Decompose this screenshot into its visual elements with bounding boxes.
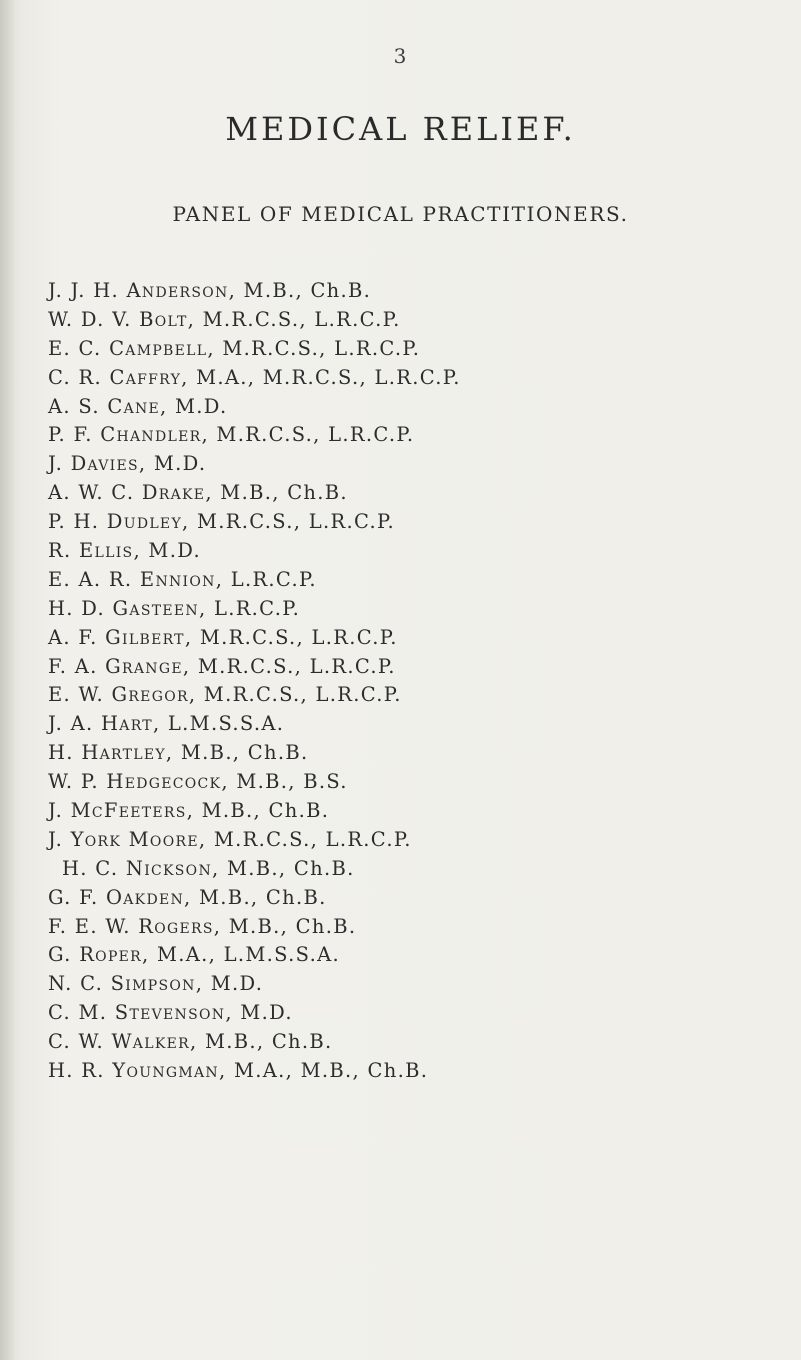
practitioner-surname: Gregor — [111, 683, 189, 707]
practitioner-entry — [48, 826, 768, 855]
practitioner-surname: Anderson — [126, 279, 229, 302]
practitioner-initials: R. — [48, 539, 72, 563]
practitioner-qualifications: , M.B., Ch.B. — [184, 885, 327, 909]
practitioner-initials: E. W. — [48, 683, 104, 707]
practitioner-initials: F. E. W. — [48, 914, 131, 938]
practitioner-qualifications: , M.A., M.R.C.S., L.R.C.P. — [181, 365, 461, 389]
practitioner-initials: H. C. — [62, 856, 119, 880]
practitioner-entry — [48, 566, 768, 595]
practitioner-initials: J. — [48, 452, 64, 476]
practitioner-entry — [48, 306, 768, 335]
practitioner-initials: A. F. — [48, 625, 98, 649]
practitioner-entry — [48, 1028, 768, 1057]
practitioner-initials: N. C. — [48, 972, 104, 996]
practitioner-qualifications: , L.M.S.S.A. — [152, 712, 285, 736]
practitioner-qualifications: , M.R.C.S., L.R.C.P. — [201, 423, 415, 447]
practitioner-surname: Davies — [70, 452, 139, 476]
practitioner-qualifications: , M.B., Ch.B. — [205, 481, 348, 505]
practitioner-entry — [48, 595, 768, 624]
practitioner-surname: Nickson — [125, 856, 213, 880]
practitioner-qualifications: , M.D. — [195, 972, 264, 996]
practitioner-entry — [48, 768, 768, 797]
practitioner-surname: York Moore — [70, 827, 199, 851]
practitioner-initials: H. D. — [48, 596, 106, 620]
practitioner-initials: E. C. — [48, 336, 102, 360]
practitioner-entry — [48, 508, 768, 537]
practitioner-entry — [48, 884, 768, 913]
practitioner-entry — [48, 624, 768, 653]
practitioner-initials: P. H. — [48, 510, 100, 534]
practitioner-surname: Stevenson — [114, 1001, 226, 1025]
practitioner-surname: Ellis — [78, 539, 134, 563]
practitioner-initials: H. — [48, 741, 74, 765]
practitioner-initials: J. — [48, 827, 64, 851]
practitioner-surname: Grange — [105, 654, 183, 678]
practitioner-surname: Drake — [141, 481, 206, 505]
practitioner-qualifications: , M.D. — [225, 1001, 293, 1025]
practitioner-initials: P. F. — [48, 423, 93, 447]
practitioner-entry — [48, 537, 768, 566]
practitioner-qualifications: , M.B., Ch.B. — [186, 799, 330, 823]
practitioner-qualifications: , M.B., Ch.B. — [212, 856, 355, 880]
practitioner-initials: F. A. — [48, 654, 98, 678]
practitioner-entry — [48, 364, 768, 393]
practitioner-entry — [48, 393, 768, 422]
practitioner-entry — [48, 970, 768, 999]
practitioner-initials: G. — [48, 943, 72, 967]
practitioner-entry — [48, 653, 768, 682]
practitioner-surname: McFeeters — [70, 799, 187, 823]
practitioner-entry — [48, 1057, 768, 1086]
practitioner-surname: Cane — [107, 394, 161, 418]
practitioner-qualifications: , M.R.C.S., L.R.C.P. — [207, 336, 421, 360]
practitioner-surname: Hart — [100, 712, 153, 736]
practitioner-qualifications: , M.A., M.B., Ch.B. — [218, 1059, 429, 1083]
practitioner-surname: Gasteen — [112, 596, 199, 620]
practitioner-surname: Simpson — [110, 972, 196, 996]
practitioner-initials: J. J. H. — [48, 279, 120, 302]
practitioner-qualifications: , M.R.C.S., L.R.C.P. — [188, 683, 402, 707]
practitioner-qualifications: , M.B., Ch.B. — [189, 1030, 333, 1054]
practitioner-initials: J. A. — [48, 712, 94, 736]
practitioner-entry — [48, 421, 768, 450]
practitioner-qualifications: , M.D. — [133, 539, 201, 563]
practitioner-initials: J. — [48, 799, 64, 823]
practitioner-initials: G. F. — [48, 885, 99, 909]
practitioner-qualifications: , M.B., Ch.B. — [213, 914, 357, 938]
practitioner-surname: Hartley — [81, 741, 166, 765]
practitioner-initials: W. P. — [48, 770, 99, 794]
practitioner-qualifications: , M.R.C.S., L.R.C.P. — [182, 654, 396, 678]
practitioner-initials: C. W. — [48, 1030, 104, 1054]
practitioner-surname: Campbell — [109, 336, 208, 360]
practitioner-entry — [48, 941, 768, 970]
practitioner-initials: C. R. — [48, 365, 103, 389]
practitioner-entry — [48, 450, 768, 479]
practitioner-surname: Caffry — [109, 365, 182, 389]
practitioner-surname: Chandler — [100, 423, 202, 447]
practitioner-surname: Bolt — [139, 307, 188, 331]
practitioner-qualifications: , M.B., Ch.B. — [165, 741, 309, 765]
practitioner-entry — [48, 797, 768, 826]
practitioner-qualifications: , L.R.C.P. — [215, 567, 317, 591]
practitioner-surname: Gilbert — [105, 625, 185, 649]
practitioner-entry — [48, 739, 768, 768]
practitioner-qualifications: , M.A., L.M.S.S.A. — [142, 943, 340, 967]
practitioner-entry — [48, 710, 768, 739]
practitioner-surname: Roper — [79, 943, 143, 967]
practitioner-surname: Rogers — [138, 914, 214, 938]
practitioner-initials: A. S. — [48, 394, 100, 418]
practitioner-qualifications: , M.D. — [138, 452, 207, 476]
practitioner-initials: E. A. R. — [48, 567, 133, 591]
practitioner-surname: Walker — [111, 1030, 190, 1054]
practitioner-entry — [48, 277, 768, 306]
practitioner-initials: W. D. V. — [48, 307, 132, 331]
practitioner-surname: Youngman — [112, 1059, 219, 1083]
practitioner-qualifications: , M.R.C.S., L.R.C.P. — [187, 307, 401, 331]
practitioner-qualifications: , M.R.C.S., L.R.C.P. — [198, 827, 412, 851]
practitioner-surname: Oakden — [105, 885, 185, 909]
page-number: 3 — [393, 44, 408, 68]
practitioner-surname: Dudley — [106, 510, 182, 534]
practitioner-qualifications: , M.B., Ch.B. — [228, 279, 372, 302]
section-heading: PANEL OF MEDICAL PRACTITIONERS. — [172, 202, 629, 226]
practitioner-entry — [48, 681, 768, 710]
practitioner-qualifications: , M.B., B.S. — [221, 770, 348, 794]
practitioner-entry — [48, 479, 768, 508]
practitioner-entry — [48, 335, 768, 364]
practitioner-entry — [48, 855, 768, 884]
practitioner-qualifications: , L.R.C.P. — [198, 596, 301, 620]
practitioner-surname: Hedgecock — [106, 770, 222, 794]
practitioner-surname: Ennion — [139, 567, 216, 591]
practitioner-initials: A. W. C. — [48, 481, 135, 505]
page-title: MEDICAL RELIEF. — [225, 110, 576, 148]
practitioner-entry — [48, 913, 768, 942]
practitioner-initials: H. R. — [48, 1059, 105, 1083]
practitioner-qualifications: , M.R.C.S., L.R.C.P. — [182, 510, 395, 534]
practitioner-qualifications: , M.R.C.S., L.R.C.P. — [184, 625, 398, 649]
practitioner-initials: C. M. — [48, 1001, 108, 1025]
practitioner-list — [48, 277, 768, 1086]
practitioner-qualifications: , M.D. — [160, 394, 228, 418]
practitioner-entry — [48, 999, 768, 1028]
